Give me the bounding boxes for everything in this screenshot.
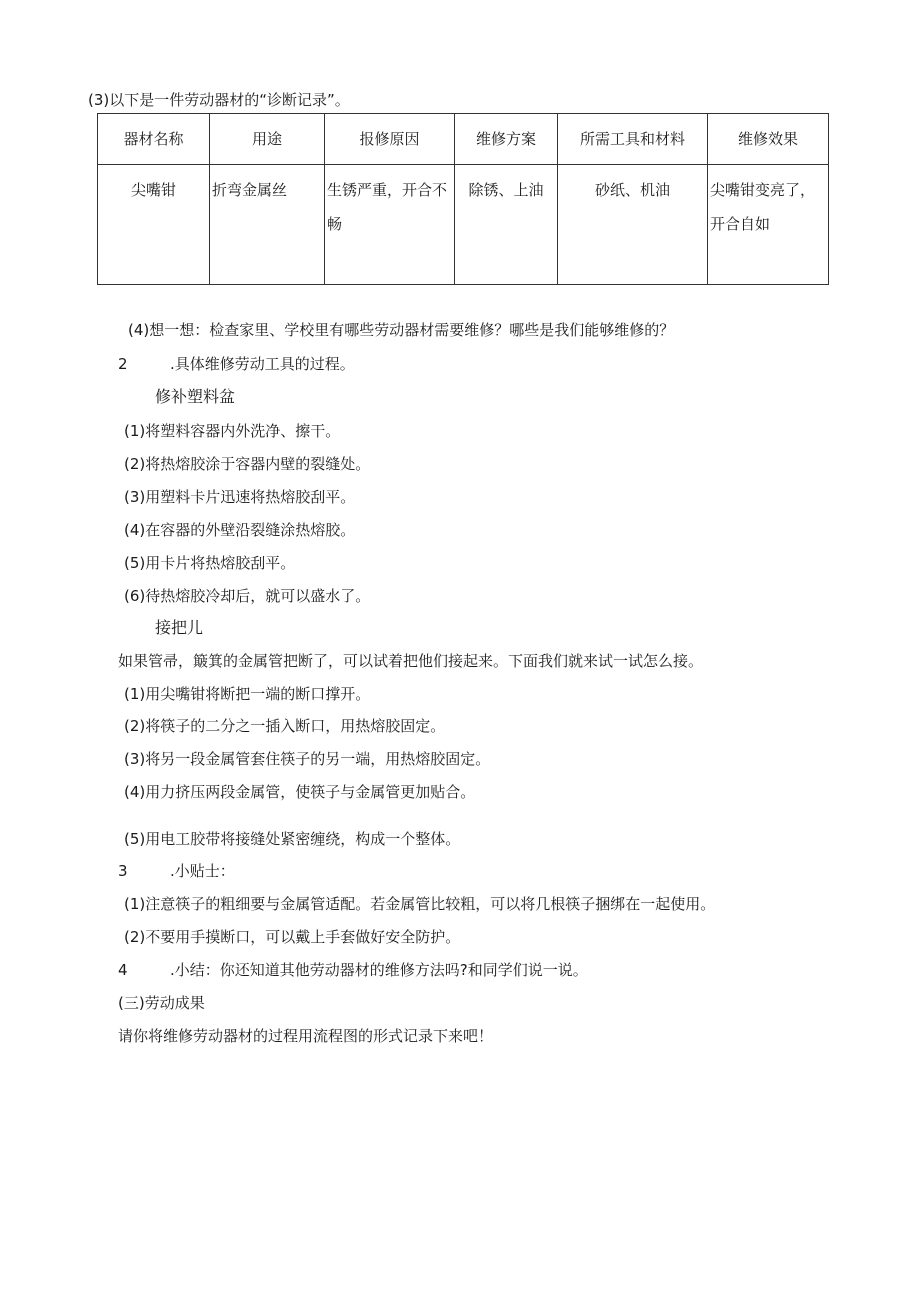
handle-intro: 如果管帚，簸箕的金属管把断了，可以试着把他们接起来。下面我们就来试一试怎么接。: [118, 652, 704, 670]
table-row: [98, 165, 829, 285]
list-item: (5)用电工胶带将接缝处紧密缠绕，构成一个整体。: [124, 830, 461, 848]
diagnosis-intro: (3)以下是一件劳动器材的“诊断记录”。: [88, 91, 350, 109]
list-item: (2)不要用手摸断口，可以戴上手套做好安全防护。: [124, 928, 461, 946]
section-4-number: 4: [118, 961, 128, 979]
section-3-heading: .小贴士：: [170, 862, 235, 880]
table-header-cell: 报修原因: [325, 114, 455, 165]
closing-instruction: 请你将维修劳动器材的过程用流程图的形式记录下来吧！: [118, 1027, 494, 1045]
table-header-cell: 维修效果: [708, 114, 829, 165]
section-4-heading: .小结：你还知道其他劳动器材的维修方法吗?和同学们说一说。: [170, 961, 588, 979]
list-item: (1)注意筷子的粗细要与金属管适配。若金属管比较粗，可以将几根筷子捆绑在一起使用。: [124, 895, 716, 913]
list-item: (5)用卡片将热熔胶刮平。: [124, 554, 296, 572]
table-cell-materials: 砂纸、机油: [558, 165, 708, 285]
list-item: (6)待热熔胶冷却后，就可以盛水了。: [124, 587, 371, 605]
section-2-number: 2: [118, 355, 128, 373]
list-item: (4)在容器的外壁沿裂缝涂热熔胶。: [124, 521, 356, 539]
table-cell-reason: 生锈严重，开合不畅: [325, 165, 455, 285]
diagnosis-table: [97, 113, 829, 285]
question-4: (4)想一想：检查家里、学校里有哪些劳动器材需要维修？哪些是我们能够维修的？: [128, 321, 675, 339]
list-item: (1)将塑料容器内外洗净、擦干。: [124, 422, 341, 440]
table-header-cell: 用途: [210, 114, 325, 165]
list-item: (3)用塑料卡片迅速将热熔胶刮平。: [124, 488, 356, 506]
table-cell-plan: 除锈、上油: [455, 165, 558, 285]
section-2-heading: .具体维修劳动工具的过程。: [170, 355, 355, 373]
table-cell-use: 折弯金属丝: [210, 165, 325, 285]
table-header-cell: 维修方案: [455, 114, 558, 165]
table-cell-tool: 尖嘴钳: [98, 165, 210, 285]
section-3-number: 3: [118, 862, 128, 880]
list-item: (3)将另一段金属管套住筷子的另一端，用热熔胶固定。: [124, 750, 491, 768]
section-results-heading: (三)劳动成果: [118, 994, 205, 1012]
table-header-row: [98, 114, 829, 165]
list-item: (2)将热熔胶涂于容器内壁的裂缝处。: [124, 455, 371, 473]
basin-title: 修补塑料盆: [155, 387, 236, 406]
list-item: (2)将筷子的二分之一插入断口，用热熔胶固定。: [124, 717, 446, 735]
table-cell-effect: 尖嘴钳变亮了，开合自如: [708, 165, 829, 285]
list-item: (1)用尖嘴钳将断把一端的断口撑开。: [124, 685, 371, 703]
list-item: (4)用力挤压两段金属管，使筷子与金属管更加贴合。: [124, 783, 476, 801]
table-header-cell: 器材名称: [98, 114, 210, 165]
table-header-cell: 所需工具和材料: [558, 114, 708, 165]
handle-title: 接把儿: [155, 618, 204, 637]
